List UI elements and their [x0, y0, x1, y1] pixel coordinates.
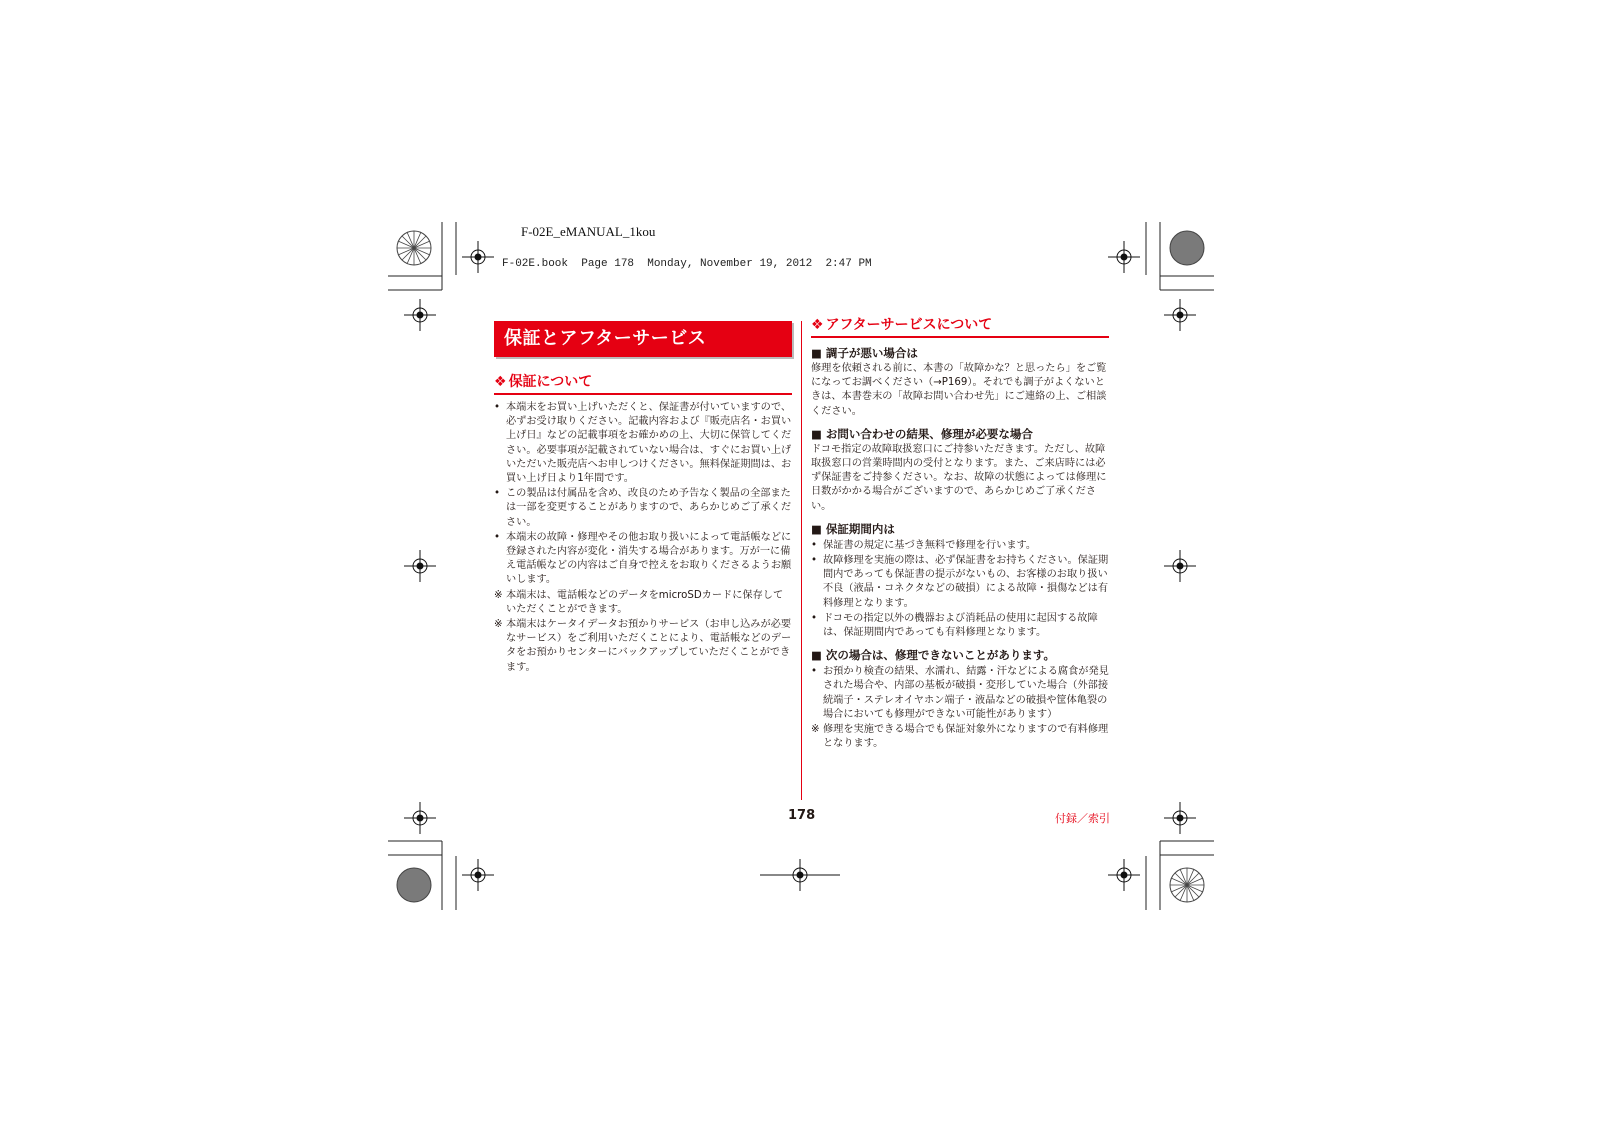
- note-item: ※ 本端末はケータイデータお預かりサービス（お申し込みが必要なサービス）をご利用いただくことにより、電話帳などのデータをお預かりセンターにバックアップしていただくことができます。: [494, 619, 792, 673]
- note-item: ※ 修理を実施できる場合でも保証対象外になりますので有料修理となります。: [811, 724, 1109, 750]
- list-item: • この製品は付属品を含め、改良のため予告なく製品の全部または一部を変更することがありますので、あらかじめご了承ください。: [494, 488, 792, 528]
- section-title-after-service: ❖ アフターサービスについて: [811, 316, 1109, 338]
- note-item: ※ 本端末は、電話帳などのデータをmicroSDカードに保存していただくことができます。: [494, 589, 784, 615]
- gray-dot-top-right: [1170, 231, 1204, 265]
- right-column: [811, 316, 1109, 751]
- section-tag: 付録／索引: [1055, 812, 1110, 825]
- note-mark-icon: ※: [811, 724, 820, 736]
- gray-dot-bottom-left: [397, 868, 431, 902]
- list-item: • 故障修理を実施の際は、必ず保証書をお持ちください。保証期間内であっても保証書の提示がないもの、お客様のお取り扱い不良（液晶・コネクタなどの破損）による故障・損傷などは有料修理となります。: [811, 555, 1109, 609]
- subheading-warranty-period: ■ 保証期間内は: [811, 521, 895, 536]
- section-title-warranty: ❖ 保証について: [494, 373, 792, 395]
- note-mark-icon: ※: [494, 619, 503, 631]
- starburst-bottom-right: [1170, 868, 1204, 902]
- note-mark-icon: ※: [494, 589, 503, 601]
- subheading-malfunction: ■ 調子が悪い場合は: [811, 346, 918, 360]
- diamond-icon: ❖: [494, 374, 507, 390]
- bullet-icon: •: [811, 539, 818, 551]
- list-item: • 保証書の規定に基づき無料で修理を行います。: [811, 539, 1109, 553]
- list-item: • お預かり検査の結果、水濡れ、結露・汗などによる腐食が発見された場合や、内部の基板が破損・変形していた場合（外部接続端子・ステレオイヤホン端子・液晶などの破損や筐体亀裂の場合においても修理ができない可能性があります）: [811, 666, 1109, 720]
- bullet-icon: •: [811, 555, 818, 567]
- file-label: F-02E_eMANUAL_1kou: [521, 224, 656, 239]
- bullet-icon: •: [494, 402, 501, 413]
- page-title: 保証とアフターサービス: [494, 321, 792, 357]
- bullet-icon: •: [494, 488, 501, 500]
- book-meta-line: F-02E.book Page 178 Monday, November 19, 2012 2:47 PM: [502, 258, 872, 270]
- column-divider: [801, 321, 802, 800]
- diamond-icon: ❖: [811, 317, 824, 333]
- paragraph-malfunction: 修理を依頼される前に、本書の「故障かな？と思ったら」をご覧になってお調べください（→P169）。それでも調子がよくないときは、本書巻末の「故障お問い合わせ先」にご連絡の上、ご相談ください。: [811, 363, 1107, 417]
- warranty-bullet-list: [494, 401, 792, 588]
- warranty-period-list: [811, 539, 1109, 640]
- page-number: 178: [788, 808, 816, 823]
- subheading-unrepairable: ■ 次の場合は、修理できないことがあります。: [811, 648, 1055, 663]
- left-column: [494, 321, 792, 675]
- list-item: • 本端末をお買い上げいただくと、保証書が付いていますので、必ずお受け取りください。記載内容および『販売店名・お買い上げ日』などの記載事項をお確かめの上、大切に保管してください。必要事項が記載されていない場合は、すぐにお買い上げいただいた販売店へお申しつけください。無料保証期間は、お買い上げ日より1年間です。: [494, 402, 792, 485]
- bullet-icon: •: [494, 531, 501, 543]
- bullet-icon: •: [811, 666, 818, 678]
- bullet-icon: •: [811, 612, 818, 624]
- list-item: • ドコモの指定以外の機器および消耗品の使用に起因する故障は、保証期間内であっても有料修理となります。: [811, 612, 1098, 639]
- subheading-repair-needed: ■ お問い合わせの結果、修理が必要な場合: [811, 426, 1033, 441]
- starburst-top-left: [397, 231, 431, 265]
- paragraph-repair-needed: ドコモ指定の故障取扱窓口にご持参いただきます。ただし、故障取扱窓口の営業時間内の受付となります。また、ご来店時には必ず保証書をご持参ください。なお、故障の状態によっては修理に日数がかかる場合がございますので、あらかじめご了承ください。: [811, 443, 1107, 512]
- unrepairable-list: [811, 665, 1109, 722]
- list-item: • 本端末の故障・修理やその他お取り扱いによって電話帳などに登録された内容が変化・消失する場合があります。万が一に備え電話帳などの内容はご自身で控えをお取りくださるようお願いします。: [494, 531, 792, 586]
